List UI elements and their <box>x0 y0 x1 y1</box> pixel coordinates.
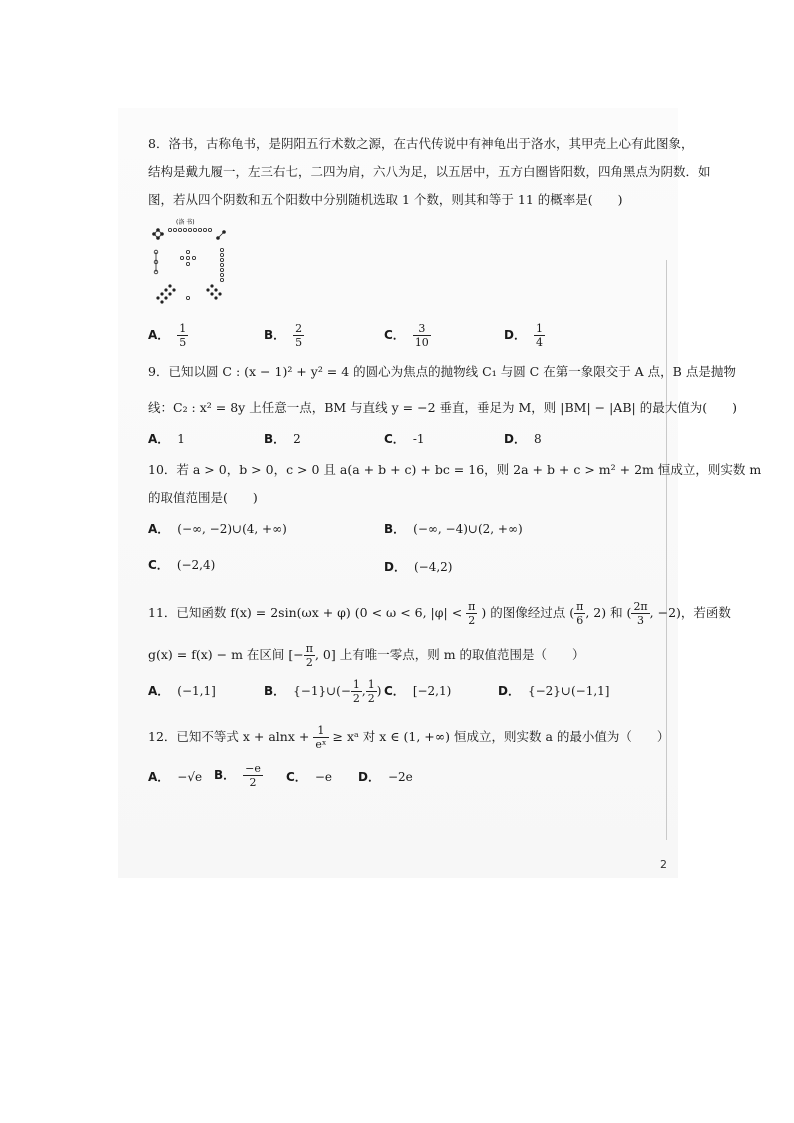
q10-line2: 的取值范围是( ) <box>148 490 258 505</box>
q12-line: 12．已知不等式 x + alnx + $\frac{1}{\text{eˣ}}$ ≥ xᵃ 对 x ∈ (1, +∞) 恒成立，则实数 a 的最小值为（ ） <box>148 724 670 751</box>
q10-option-a: A． (−∞, −2)∪(4, +∞) <box>148 522 287 536</box>
q8-line2: 结构是戴九履一，左三右七，二四为肩，六八为足，以五居中，五方白圈皆阳数，四角黑点为阴数．如 <box>148 164 711 179</box>
page-number: 2 <box>660 858 667 871</box>
q9-option-c: C． -1 <box>384 432 425 446</box>
q11-option-b: B． {−1}∪(− $\frac{1}{2}$ , $\frac{1}{2}$ ) <box>264 678 382 705</box>
q8-option-d: D． $\frac{1}{4}$ <box>504 322 543 349</box>
q10-option-b: B． (−∞, −4)∪(2, +∞) <box>384 522 523 536</box>
q8-line1: 8．洛书，古称龟书，是阴阳五行术数之源，在古代传说中有神龟出于洛水，其甲壳上心有此图象， <box>148 136 694 151</box>
margin-line <box>666 260 667 840</box>
q11-option-d: D． {−2}∪(−1,1] <box>498 684 610 698</box>
q11-line2: g(x) = f(x) − m 在区间 [− $\frac{\pi}{2}$ , 0] 上有唯一零点，则 m 的取值范围是（ ） <box>148 642 585 669</box>
q10-option-d: D． (−4,2) <box>384 560 453 574</box>
luoshu-figure <box>148 218 236 308</box>
q12-option-c: C． −e <box>286 770 332 784</box>
q12-option-a: A． −√e <box>148 770 203 784</box>
q10-line1: 10．若 a > 0，b > 0，c > 0 且 a(a + b + c) + bc = 16，则 2a + b + c > m² + 2m 恒成立，则实数 m <box>148 462 762 477</box>
q11-line1: 11．已知函数 f(x) = 2sin(ωx + φ) (0 < ω < 6, |φ| < $\frac{\pi}{2}$ ) 的图像经过点 ( $\frac{\pi}{6}$ , 2) 和 ( $\frac{2\pi}{3}$ , −2)，若函数 <box>148 600 731 627</box>
q9-line2: 线：C₂ : x² = 8y 上任意一点，BM 与直线 y = −2 垂直，垂足为 M，则 |BM| − |AB| 的最大值为( ) <box>148 400 737 415</box>
q9-option-d: D． 8 <box>504 432 542 446</box>
q9-option-b: B． 2 <box>264 432 301 446</box>
q11-option-c: C． [−2,1) <box>384 684 452 698</box>
q8-option-b: B． $\frac{2}{5}$ <box>264 322 303 349</box>
q9-line1: 9．已知以圆 C : (x − 1)² + y² = 4 的圆心为焦点的抛物线 C₁ 与圆 C 在第一象限交于 A 点，B 点是抛物 <box>148 364 736 379</box>
q12-option-d: D． −2e <box>358 770 413 784</box>
q8-line3: 图，若从四个阴数和五个阳数中分别随机选取 1 个数，则其和等于 11 的概率是( ) <box>148 192 623 207</box>
q12-option-b: B． $\frac{-e}{2}$ <box>214 762 261 789</box>
q8-option-a: A． $\frac{1}{5}$ <box>148 322 187 349</box>
q10-option-c: C． (−2,4) <box>148 558 216 572</box>
q11-option-a: A． (−1,1] <box>148 684 216 698</box>
luoshu-caption: (洛 书) <box>176 219 195 226</box>
q8-option-c: C． $\frac{3}{10}$ <box>384 322 429 349</box>
q9-option-a: A． 1 <box>148 432 185 446</box>
